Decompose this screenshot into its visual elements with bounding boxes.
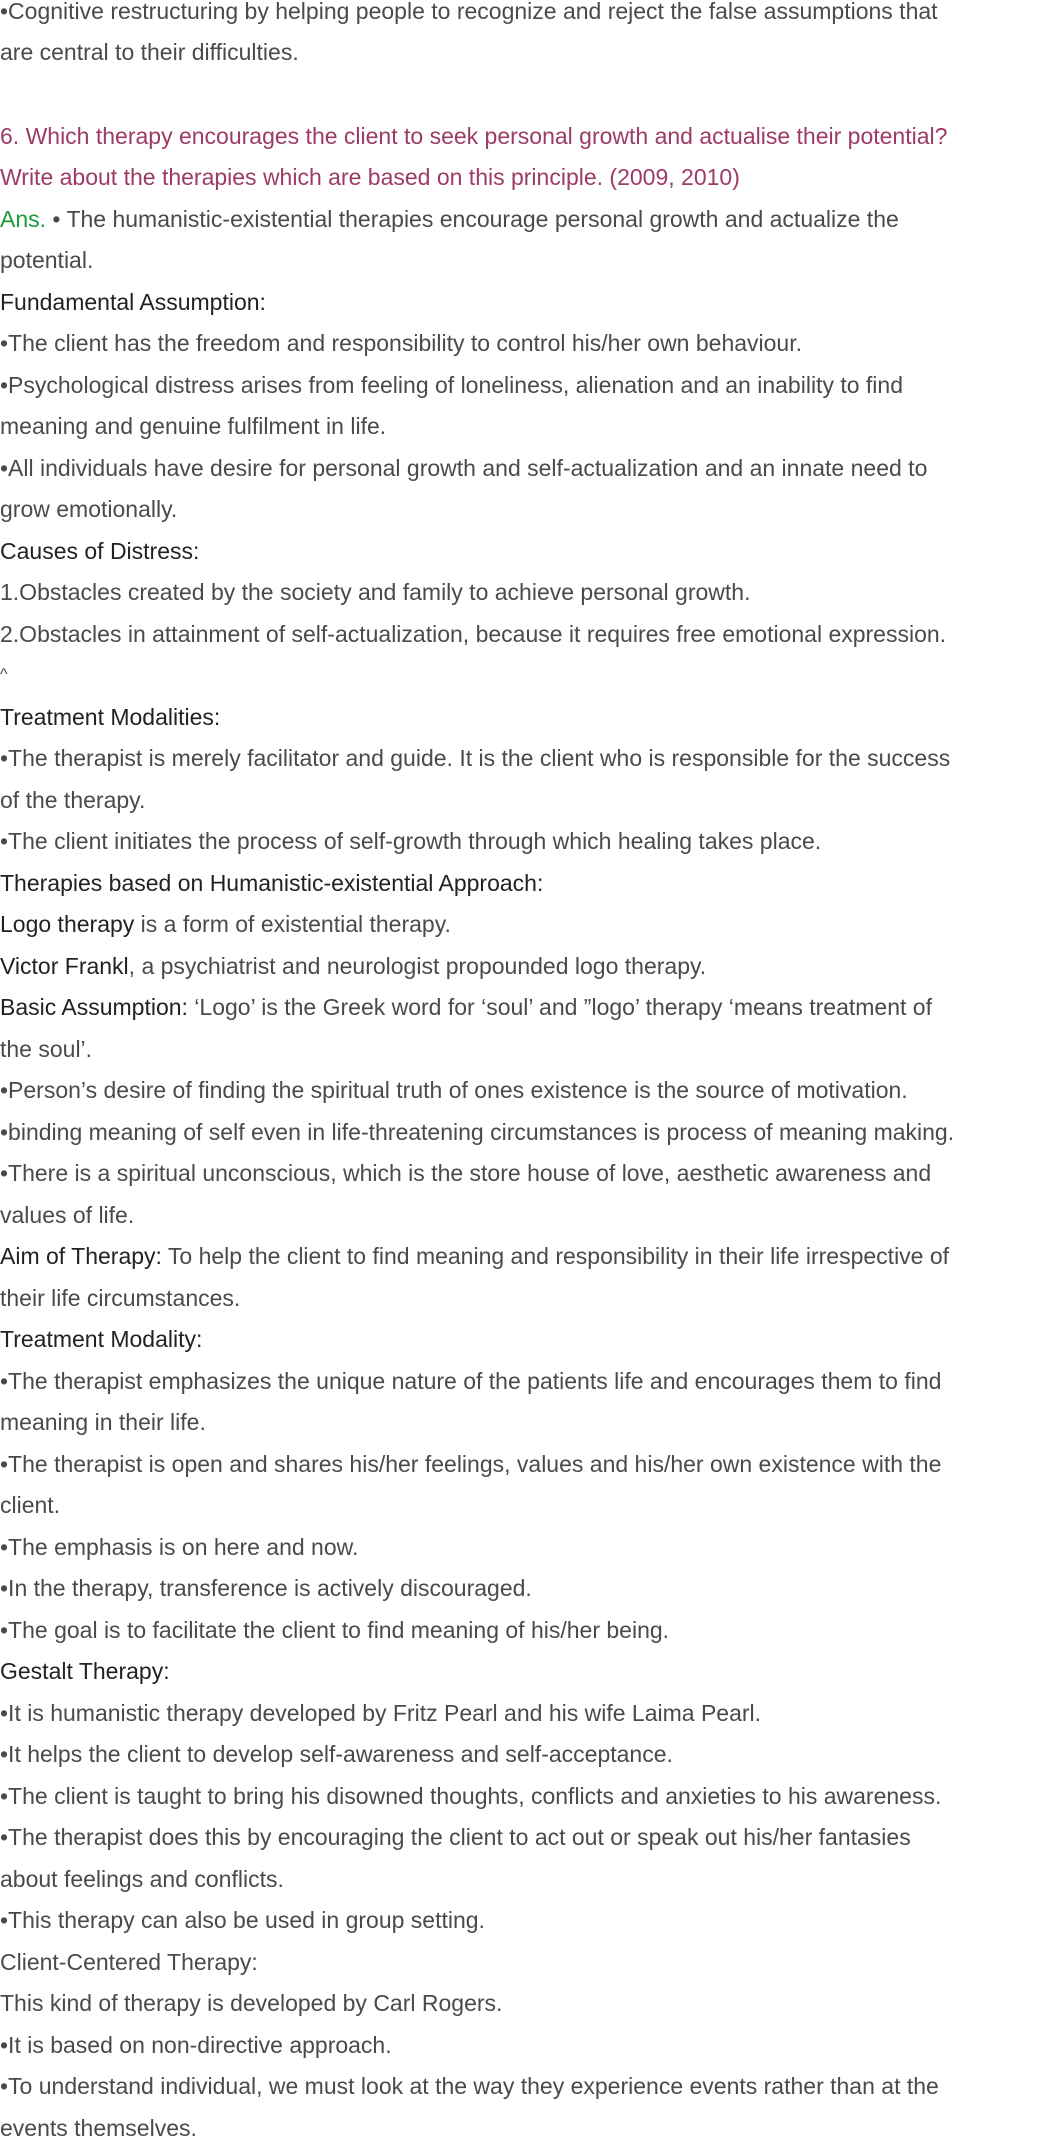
gestalt-line-3: •The client is taught to bring his disowned thoughts, conflicts and anxieties to his awareness. [0,1783,942,1809]
fundamental-line-3: meaning and genuine fulfilment in life. [0,413,387,439]
aim-line-1 [0,1235,1053,1277]
modality-line-3: •The therapist is open and shares his/her feelings, values and his/her own existence with the [0,1451,942,1477]
basic-label: Basic Assumption: [0,994,188,1020]
basic-line-5: •There is a spiritual unconscious, which is the store house of love, aesthetic awareness and [0,1160,932,1186]
frankl-text: , a psychiatrist and neurologist propounded logo therapy. [128,953,707,979]
logo-therapy-term: Logo therapy [0,911,135,937]
treatment-line-3: •The client initiates the process of self-growth through which healing takes place. [0,828,822,854]
intro-line-2: are central to their difficulties. [0,39,299,65]
treatment-line-2: of the therapy. [0,787,146,813]
causes-heading: Causes of Distress: [0,538,200,564]
basic-line-6: values of life. [0,1202,135,1228]
basic-line-1 [0,986,1053,1028]
gestalt-line-4: •The therapist does this by encouraging the client to act out or speak out his/her fantasies [0,1824,911,1850]
fundamental-line-1: •The client has the freedom and responsibility to control his/her own behaviour. [0,330,803,356]
question-line-1: 6. Which therapy encourages the client to seek personal growth and actualise their potential? [0,123,948,149]
logo-therapy-line [0,903,1053,945]
modality-line-7: •The goal is to facilitate the client to find meaning of his/her being. [0,1617,670,1643]
aim-line-2: their life circumstances. [0,1285,241,1311]
caret-mark: ^ [0,666,8,683]
fundamental-line-4: •All individuals have desire for personal growth and self-actualization and an innate need to [0,455,928,481]
treatment-heading: Treatment Modalities: [0,704,221,730]
modality-heading: Treatment Modality: [0,1326,203,1352]
logo-therapy-text: is a form of existential therapy. [134,911,451,937]
client-centered-line-4: events themselves. [0,2115,197,2141]
basic-text: ‘Logo’ is the Greek word for ‘soul’ and ”logo’ therapy ‘means treatment of [187,994,932,1020]
basic-line-3: •Person’s desire of finding the spiritual truth of ones existence is the source of motivation. [0,1077,908,1103]
client-centered-line-1: This kind of therapy is developed by Carl Rogers. [0,1990,503,2016]
gestalt-line-1: •It is humanistic therapy developed by Fritz Pearl and his wife Laima Pearl. [0,1700,762,1726]
client-centered-line-3: •To understand individual, we must look at the way they experience events rather than at the [0,2073,939,2099]
fundamental-line-5: grow emotionally. [0,496,178,522]
intro-line-1: •Cognitive restructuring by helping people to recognize and reject the false assumptions that [0,0,938,24]
client-centered-heading: Client-Centered Therapy: [0,1949,258,1975]
gestalt-line-6: •This therapy can also be used in group setting. [0,1907,485,1933]
modality-line-1: •The therapist emphasizes the unique nature of the patients life and encourages them to find [0,1368,942,1394]
approach-heading: Therapies based on Humanistic-existential Approach: [0,870,544,896]
causes-line-2: 2.Obstacles in attainment of self-actualization, because it requires free emotional expression. [0,621,947,647]
modality-line-6: •In the therapy, transference is actively discouraged. [0,1575,532,1601]
gestalt-line-5: about feelings and conflicts. [0,1866,284,1892]
fundamental-heading: Fundamental Assumption: [0,289,266,315]
aim-label: Aim of Therapy: [0,1243,162,1269]
frankl-line [0,945,1053,987]
modality-line-5: •The emphasis is on here and now. [0,1534,359,1560]
modality-line-4: client. [0,1492,61,1518]
gestalt-line-2: •It helps the client to develop self-awareness and self-acceptance. [0,1741,673,1767]
frankl-term: Victor Frankl [0,953,129,979]
basic-line-4: •binding meaning of self even in life-threatening circumstances is process of meaning making. [0,1119,955,1145]
fundamental-line-2: •Psychological distress arises from feeling of loneliness, alienation and an inability to find [0,372,903,398]
answer-line-1 [0,198,1053,240]
answer-label: Ans. [0,206,47,232]
gestalt-heading: Gestalt Therapy: [0,1658,170,1684]
aim-text: To help the client to find meaning and responsibility in their life irrespective of [161,1243,950,1269]
basic-line-2: the soul’. [0,1036,93,1062]
treatment-line-1: •The therapist is merely facilitator and guide. It is the client who is responsible for the success [0,745,951,771]
question-line-2: Write about the therapies which are based on this principle. (2009, 2010) [0,164,740,190]
answer-text: • The humanistic-existential therapies encourage personal growth and actualize the [46,206,899,232]
client-centered-line-2: •It is based on non-directive approach. [0,2032,392,2058]
causes-line-1: 1.Obstacles created by the society and family to achieve personal growth. [0,579,751,605]
answer-line-2: potential. [0,247,94,273]
modality-line-2: meaning in their life. [0,1409,206,1435]
